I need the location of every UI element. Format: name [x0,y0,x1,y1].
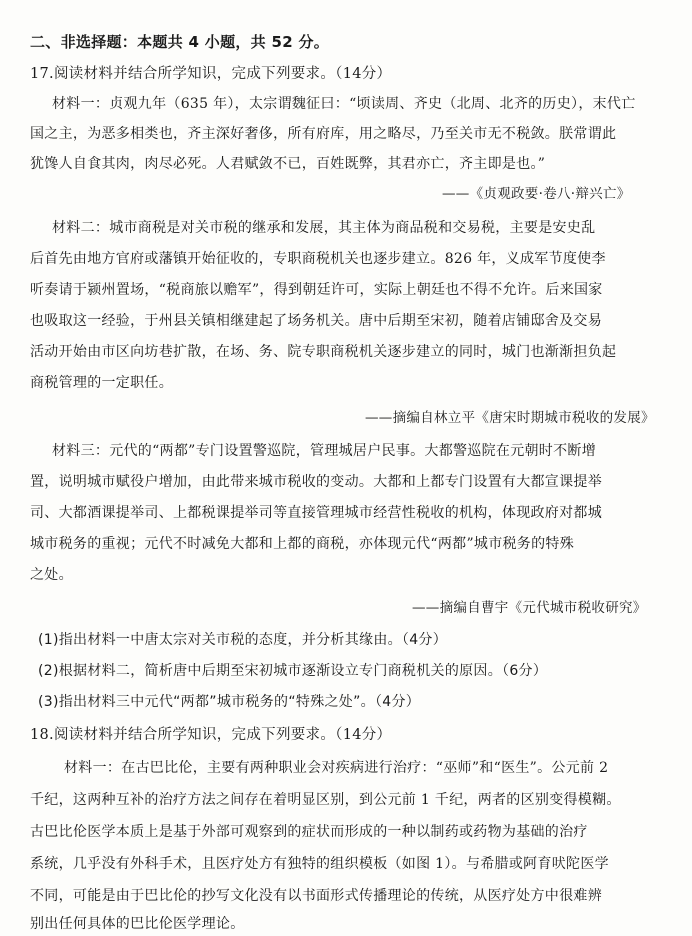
q17-material-2-line: 材料二：城市商税是对关市税的继承和发展，其主体为商品税和交易税，主要是安史乱 [52,220,596,236]
q17-material-3-line: 城市税务的重视；元代不时减免大都和上都的商税，亦体现元代“两都”城市税务的特殊 [30,536,575,552]
q17-material-1-line: 国之主，为恶多相类也，齐主深好奢侈，所有府库，用之略尽，乃至关市无不税敛。朕常谓此 [30,126,617,142]
q17-material-1-source: ——《贞观政要·卷八·辩兴亡》 [442,186,631,202]
q17-material-3-line: 置，说明城市赋役户增加，由此带来城市税收的变动。大都和上都专门设置有大都宣课提举 [30,474,602,490]
q18-material-1-line: 材料一：在古巴比伦，主要有两种职业会对疾病进行治疗：“巫师”和“医生”。公元前 2 [64,760,609,776]
q18-material-1-line: 不同，可能是由于巴比伦的抄写文化没有以书面形式传播理论的传统，从医疗处方中很难辨 [30,888,602,904]
q18-material-1-line: 系统，几乎没有外科手术，且医疗处方有独特的组织模板（如图 1）。与希腊或阿育吠陀医学 [30,856,609,872]
q17-material-3-line: 司、大都酒课提举司、上都税课提举司等直接管理城市经营性税收的机构，体现政府对都城 [30,505,602,521]
q17-material-3-line: 之处。 [30,567,73,583]
q17-material-2-line: 听奏请于颍州置场，“税商旅以赡军”，得到朝廷许可，实际上朝廷也不得不允许。后来国家 [30,282,603,298]
q17-material-2-line: 商税管理的一定职任。 [30,375,173,391]
section-heading: 二、非选择题：本题共 4 小题，共 52 分。 [30,33,330,51]
q17-material-1-line: 犹馋人自食其肉，肉尽必死。人君赋敛不已，百姓既弊，其君亦亡，齐主即是也。” [30,156,546,172]
q17-material-1-line: 材料一：贞观九年（635 年），太宗谓魏征曰：“顷读周、齐史（北周、北齐的历史），末代亡 [52,96,636,112]
q18-material-1-line: 千纪，这两种互补的治疗方法之间存在着明显区别，到公元前 1 千纪，两者的区别变得模糊。 [30,792,621,808]
q17-question: (1)指出材料一中唐太宗对关市税的态度，并分析其缘由。（4分） [38,632,448,648]
q17-question: (3)指出材料三中元代“两都”城市税务的“特殊之处”。（4分） [38,694,421,710]
q18-intro: 18.阅读材料并结合所学知识，完成下列要求。（14分） [30,727,392,743]
q17-material-3-source: ——摘编自曹宇《元代城市税收研究》 [412,600,647,616]
q17-material-2-line: 后首先由地方官府或藩镇开始征收的，专职商税机关也逐步建立。826 年，义成军节度使李 [30,251,606,267]
q17-question: (2)根据材料二，简析唐中后期至宋初城市逐渐设立专门商税机关的原因。（6分） [38,663,548,679]
q17-material-2-line: 也吸取这一经验，于州县关镇相继建起了场务机关。唐中后期至宋初，随着店铺邸舍及交易 [30,313,602,329]
q17-material-2-source: ——摘编自林立平《唐宋时期城市税收的发展》 [365,410,655,426]
q18-material-1-line: 古巴比伦医学本质上是基于外部可观察到的症状而形成的一种以制药或药物为基础的治疗 [30,824,588,840]
q17-material-3-line: 材料三：元代的“两都”专门设置警巡院，管理城居户民事。大都警巡院在元朝时不断增 [52,443,597,459]
q18-material-1-line: 别出任何具体的巴比伦医学理论。 [30,916,245,932]
q17-intro: 17.阅读材料并结合所学知识，完成下列要求。（14分） [30,66,392,82]
q17-material-2-line: 活动开始由市区向坊巷扩散，在场、务、院专职商税机关逐步建立的同时，城门也渐渐担负起 [30,344,617,360]
